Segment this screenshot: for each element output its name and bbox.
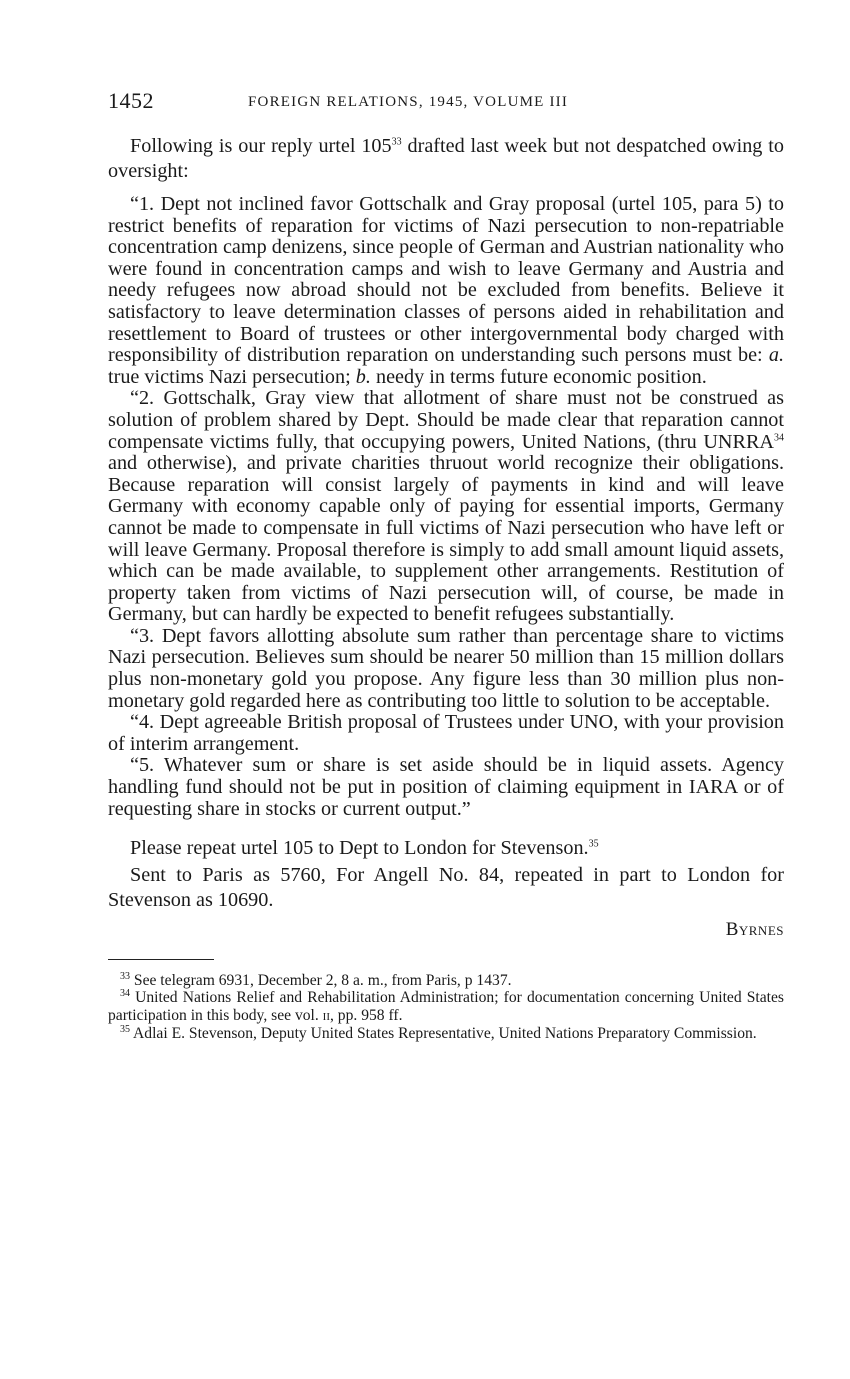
intro-text-after: drafted last week but not despatched owing to oversight: xyxy=(108,135,784,182)
footnote-35-text: Adlai E. Stevenson, Deputy United States Representative, United Nations Preparatory Commission. xyxy=(130,1024,757,1042)
footnote-divider xyxy=(108,959,214,960)
quote-p1-text-c: needy in terms future economic position. xyxy=(370,365,707,388)
footnotes xyxy=(108,972,784,1042)
quote-p1-text-b: true victims Nazi persecution; xyxy=(108,365,356,388)
footnote-33-text: See telegram 6931, December 2, 8 a. m., from Paris, p 1437. xyxy=(130,971,512,989)
page-number: 1452 xyxy=(108,88,154,113)
footnote-33-marker: 33 xyxy=(120,970,130,982)
quote-paragraph-5: “5. Whatever sum or share is set aside should be in liquid assets. Agency handling fund should not be put in position of claiming equipment in IARA or of requesting share in stocks or current output.” xyxy=(108,754,784,820)
footnote-34-marker: 34 xyxy=(120,988,130,1000)
repeat-paragraph xyxy=(108,836,784,861)
footnote-34 xyxy=(108,989,784,1024)
repeat-text: Please repeat urtel 105 to Dept to London for Stevenson. xyxy=(130,837,589,860)
quoted-reply xyxy=(108,194,784,820)
footnote-33 xyxy=(108,972,784,990)
intro-text-before: Following is our reply urtel 105 xyxy=(130,135,392,157)
quote-p2-text: “2. Gottschalk, Gray view that allotment of share must not be construed as solution of problem shared by Dept. Should be made clear that reparation cannot compensate victims fully, that occupying powers, United Nations, (thru UNRRA xyxy=(108,387,784,453)
footnote-34-volume: ii xyxy=(322,1007,330,1024)
footnote-35 xyxy=(108,1025,784,1043)
footnote-ref-35: 35 xyxy=(588,838,599,850)
quote-paragraph-1 xyxy=(108,194,784,388)
quote-p1-label-b: b. xyxy=(355,365,371,388)
quote-p1-text: “1. Dept not inclined favor Gottschalk and Gray proposal (urtel 105, para 5) to restrict benefits of reparation for victims of Nazi persecution to non-repatriable concentration camp denizens, since people of German and Austrian nationality who were found in concentration camps and wish to leave Germany and Austria and needy refugees now abroad should not be excluded from benefits. Believe it satisfactory to leave determination classes of persons aided in rehabilitation and resettlement to Board of trustees or other intergovernmental body charged with responsibility of distribution reparation on understanding such persons must be: xyxy=(108,193,784,367)
footnote-ref-33: 33 xyxy=(391,136,402,148)
footnote-ref-34: 34 xyxy=(774,431,784,443)
quote-paragraph-3: “3. Dept favors allotting absolute sum rather than percentage share to victims Nazi persecution. Believes sum should be nearer 50 million than 15 million dollars plus non-monetary gold you propose. Any figure less than 30 million plus non-monetary gold regarded here as contributing too little to solution to be acceptable. xyxy=(108,624,784,712)
page-header xyxy=(108,86,784,122)
footnote-34-text: United Nations Relief and Rehabilitation Administration; for documentation concerning United States participation in this body, see vol. xyxy=(108,989,784,1024)
footnote-34-text-end: , pp. 958 ff. xyxy=(330,1007,403,1024)
footnote-35-marker: 35 xyxy=(120,1023,130,1035)
sent-paragraph: Sent to Paris as 5760, For Angell No. 84, repeated in part to London for Stevenson as 10690. xyxy=(108,864,784,912)
quote-paragraph-2 xyxy=(108,388,784,626)
document-page xyxy=(108,86,784,1042)
quote-paragraph-4: “4. Dept agreeable British proposal of Trustees under UNO, with your provision of interim arrangement. xyxy=(108,711,784,755)
signature: Byrnes xyxy=(725,919,784,941)
running-head: FOREIGN RELATIONS, 1945, VOLUME III xyxy=(248,94,569,110)
intro-paragraph xyxy=(108,134,784,184)
quote-p2-text-b: and otherwise), and private charities thruout world recognize their obligations. Because reparation will consist largely of payments in kind and will leave Germany with economy capable only of paying for essential imports, Germany cannot be made to compensate in full victims of Nazi persecution who have left or will leave Germany. Proposal therefore is simply to add small amount liquid assets, which can be made available, to supplement other arrangements. Restitution of property taken from victims of Nazi persecution will, of course, be made in Germany, but can hardly be expected to benefit refugees substantially. xyxy=(108,452,784,626)
quote-p1-label-a: a. xyxy=(768,344,784,367)
body-text xyxy=(108,134,784,941)
